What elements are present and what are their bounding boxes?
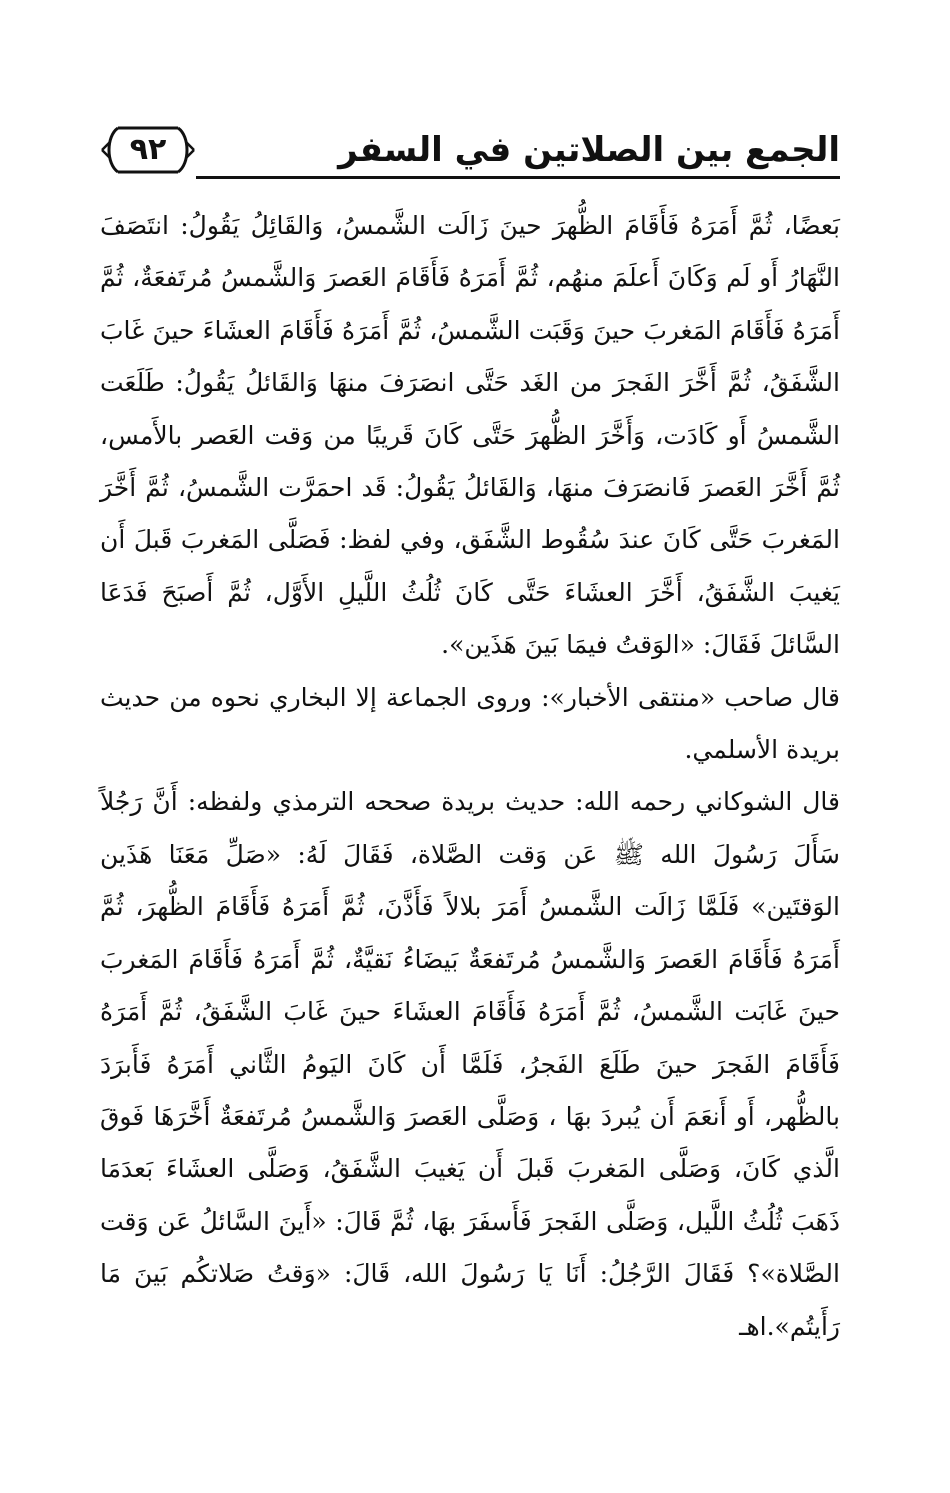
page-body xyxy=(100,200,840,1353)
header-divider xyxy=(196,176,840,179)
page-number-badge xyxy=(100,120,196,180)
paragraph-3: قال الشوكاني رحمه الله: حديث بريدة صححه الترمذي ولفظه: أَنَّ رَجُلاً سَأَلَ رَسُولَ الله ﷺ عَن وَقت الصَّلاة، فَقَالَ لَهُ: «صَلِّ مَعَنَا هَذَين الوَقتَين» فَلَمَّا زَالَت الشَّمسُ أَمَرَ بلالاً فَأَذَّنَ، ثُمَّ أَمَرَهُ فَأَقَامَ الظُّهرَ، ثُمَّ أَمَرَهُ فَأَقَامَ العَصرَ وَالشَّمسُ مُرتَفعَةٌ بَيضَاءُ نَقيَّةٌ، ثُمَّ أَمَرَهُ فَأَقَامَ المَغربَ حينَ غَابَت الشَّمسُ، ثُمَّ أَمَرَهُ فَأَقَامَ العشَاءَ حينَ غَابَ الشَّفَقُ، ثُمَّ أَمَرَهُ فَأَقَامَ الفَجرَ حينَ طَلَعَ الفَجرُ، فَلَمَّا أَن كَانَ اليَومُ الثَّاني أَمَرَهُ فَأَبرَدَ بالظُّهر، أَو أَنعَمَ أَن يُبردَ بهَا ، وَصَلَّى العَصرَ وَالشَّمسُ مُرتَفعَةٌ أَخَّرَهَا فَوقَ الَّذي كَانَ، وَصَلَّى المَغربَ قَبلَ أَن يَغيبَ الشَّفَقُ، وَصَلَّى العشَاءَ بَعدَمَا ذَهَبَ ثُلُثُ اللَّيل، وَصَلَّى الفَجرَ فَأَسفَرَ بهَا، ثُمَّ قَالَ: «أَينَ السَّائلُ عَن وَقت الصَّلاة»؟ فَقَالَ الرَّجُلُ: أَنَا يَا رَسُولَ الله، قَالَ: «وَقتُ صَلاتكُم بَينَ مَا رَأَيتُم».اهـ xyxy=(100,787,840,1341)
paragraph-2: قال صاحب «منتقى الأخبار»: وروى الجماعة إلا البخاري نحوه من حديث بريدة الأسلمي. xyxy=(100,682,840,765)
page-header xyxy=(100,120,840,192)
running-title: الجمع بين الصلاتين في السفر xyxy=(338,130,840,170)
paragraph-1: بَعضًا، ثُمَّ أَمَرَهُ فَأَقَامَ الظُّهرَ حينَ زَالَت الشَّمسُ، وَالقَائِلُ يَقُولُ: انتَصَفَ النَّهَارُ أَو لَم وَكَانَ أَعلَمَ منهُم، ثُمَّ أَمَرَهُ فَأَقَامَ العَصرَ وَالشَّمسُ مُرتَفعَةٌ، ثُمَّ أَمَرَهُ فَأَقَامَ المَغربَ حينَ وَقَبَت الشَّمسُ، ثُمَّ أَمَرَهُ فَأَقَامَ العشَاءَ حينَ غَابَ الشَّفَقُ، ثُمَّ أَخَّرَ الفَجرَ من الغَد حَتَّى انصَرَفَ منهَا وَالقَائلُ يَقُولُ: طَلَعَت الشَّمسُ أَو كَادَت، وَأَخَّرَ الظُّهرَ حَتَّى كَانَ قَريبًا من وَقت العَصر بالأَمس، ثُمَّ أَخَّرَ العَصرَ فَانصَرَفَ منهَا، وَالقَائلُ يَقُولُ: قَد احمَرَّت الشَّمسُ، ثُمَّ أَخَّرَ المَغربَ حَتَّى كَانَ عندَ سُقُوط الشَّفَق، وفي لفظ: فَصَلَّى المَغربَ قَبلَ أَن يَغيبَ الشَّفَقُ، أَخَّرَ العشَاءَ حَتَّى كَانَ ثُلُثُ اللَّيلِ الأَوَّل، ثُمَّ أَصبَحَ فَدَعَا السَّائلَ فَقَالَ: «الوَقتُ فيمَا بَينَ هَذَين». xyxy=(100,211,840,660)
page-number: ٩٢ xyxy=(129,132,167,167)
